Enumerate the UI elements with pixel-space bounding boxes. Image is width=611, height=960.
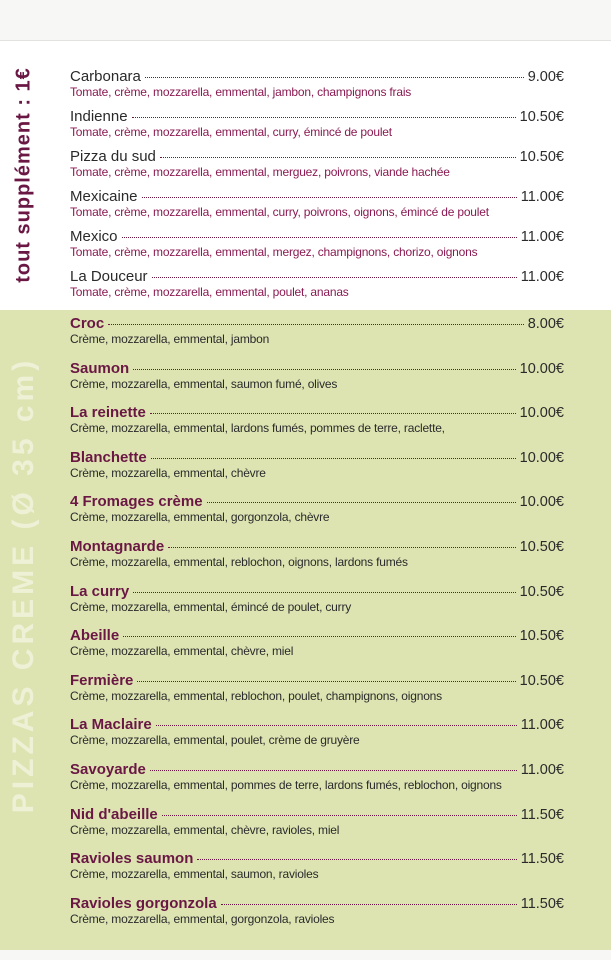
menu-item-header [70, 148, 564, 165]
menu-item-name: Carbonara [70, 68, 141, 85]
menu-item-description: Crème, mozzarella, emmental, lardons fumés, pommes de terre, raclette, [70, 421, 445, 436]
menu-item-price: 10.00€ [519, 360, 564, 377]
menu-item [70, 108, 564, 148]
menu-item-price: 10.50€ [519, 538, 564, 555]
menu-item-header [70, 360, 564, 377]
menu-item-header [70, 108, 564, 125]
menu-item-description: Crème, mozzarella, emmental, gorgonzola, ravioles [70, 911, 335, 926]
supplement-label-text: tout supplément : 1€ [12, 67, 35, 283]
menu-item-description: Crème, mozzarella, emmental, chèvre, ravioles, miel [70, 822, 340, 837]
menu-item [70, 449, 564, 494]
supplement-side-label [0, 40, 48, 310]
menu-item-name: La Maclaire [70, 716, 152, 734]
dotted-leader [137, 680, 515, 682]
menu-item-name: Croc [70, 315, 105, 332]
menu-item [70, 716, 564, 761]
menu-item-header [70, 449, 564, 466]
menu-item-price: 11.00€ [520, 761, 564, 778]
menu-item-name: La Douceur [70, 268, 148, 285]
menu-item-price: 8.00€ [527, 316, 564, 332]
menu-item-name: Savoyarde [70, 760, 146, 778]
menu-item [70, 538, 564, 583]
menu-item [70, 228, 564, 268]
menu-item-header [70, 315, 564, 332]
cream-pizzas-list [70, 315, 564, 939]
menu-item-name: Saumon [70, 359, 130, 377]
menu-item [70, 672, 564, 717]
menu-item-header [70, 627, 564, 644]
dotted-leader [152, 276, 517, 278]
menu-item [70, 806, 564, 851]
cream-pizzas-label-text: PIZZAS CREME (Ø 35 cm) [7, 356, 40, 814]
menu-item-description: Tomate, crème, mozzarella, emmental, curry, émincé de poulet [70, 125, 392, 139]
dotted-leader [150, 412, 516, 414]
menu-item-header [70, 68, 564, 85]
menu-item-header [70, 672, 564, 689]
menu-item-name: Fermière [70, 671, 134, 689]
menu-item [70, 493, 564, 538]
dotted-leader [142, 196, 517, 198]
menu-item-price: 9.00€ [527, 69, 564, 85]
dotted-leader [151, 457, 516, 459]
dotted-leader [150, 769, 517, 771]
menu-item-name: Nid d'abeille [70, 805, 158, 823]
menu-item-name: Blanchette [70, 448, 147, 466]
menu-item-description: Crème, mozzarella, emmental, chèvre [70, 465, 266, 480]
dotted-leader [133, 368, 515, 370]
menu-item [70, 315, 564, 360]
menu-item-header [70, 538, 564, 555]
menu-item-description: Tomate, crème, mozzarella, emmental, mergez, champignons, chorizo, oignons [70, 245, 478, 259]
menu-item-name: Ravioles gorgonzola [70, 894, 217, 912]
menu-item-description: Tomate, crème, mozzarella, emmental, jambon, champignons frais [70, 85, 412, 99]
dotted-leader [207, 501, 516, 503]
dotted-leader [133, 591, 515, 593]
dotted-leader [162, 814, 517, 816]
menu-item-price: 11.50€ [520, 851, 564, 868]
menu-item [70, 188, 564, 228]
menu-item-price: 10.50€ [519, 628, 564, 645]
menu-item-description: Tomate, crème, mozzarella, emmental, merguez, poivrons, viande hachée [70, 165, 450, 179]
menu-item-price: 11.50€ [520, 806, 564, 823]
dotted-leader [123, 635, 515, 637]
dotted-leader [221, 903, 517, 905]
menu-item [70, 404, 564, 449]
menu-item-price: 10.50€ [519, 672, 564, 689]
menu-item [70, 68, 564, 108]
menu-item-name: Mexicaine [70, 188, 138, 205]
menu-item-header [70, 761, 564, 778]
menu-item-name: 4 Fromages crème [70, 493, 203, 511]
dotted-leader [108, 323, 524, 325]
menu-item-description: Crème, mozzarella, emmental, chèvre, miel [70, 644, 294, 659]
menu-item-header [70, 716, 564, 733]
menu-item-name: Abeille [70, 627, 120, 645]
menu-item [70, 761, 564, 806]
dotted-leader [156, 724, 517, 726]
menu-item-name: La reinette [70, 404, 146, 422]
menu-item-price: 10.00€ [519, 449, 564, 466]
menu-item-price: 10.50€ [519, 149, 564, 165]
menu-item-description: Crème, mozzarella, emmental, émincé de poulet, curry [70, 599, 352, 614]
menu-item-description: Crème, mozzarella, emmental, gorgonzola, chèvre [70, 510, 330, 525]
top-menu-list [70, 68, 564, 308]
menu-item [70, 627, 564, 672]
menu-item-header [70, 268, 564, 285]
menu-item-description: Tomate, crème, mozzarella, emmental, poulet, ananas [70, 285, 349, 299]
menu-item-description: Crème, mozzarella, emmental, jambon [70, 332, 270, 346]
menu-item-header [70, 895, 564, 912]
menu-item-price: 10.00€ [519, 494, 564, 511]
menu-item [70, 148, 564, 188]
menu-item [70, 268, 564, 308]
menu-item-header [70, 493, 564, 510]
menu-item-description: Tomate, crème, mozzarella, emmental, curry, poivrons, oignons, émincé de poulet [70, 205, 489, 219]
menu-item-name: Indienne [70, 108, 128, 125]
dotted-leader [122, 236, 517, 238]
menu-item-price: 10.00€ [519, 405, 564, 422]
dotted-leader [160, 156, 516, 158]
menu-item-name: La curry [70, 582, 130, 600]
menu-item-header [70, 188, 564, 205]
cream-pizzas-side-label [0, 310, 48, 950]
menu-item-header [70, 228, 564, 245]
dotted-leader [145, 76, 524, 78]
menu-item [70, 850, 564, 895]
menu-item-name: Pizza du sud [70, 148, 156, 165]
menu-item [70, 360, 564, 405]
menu-item-header [70, 806, 564, 823]
menu-item-price: 11.00€ [520, 717, 564, 734]
menu-item-price: 11.50€ [520, 895, 564, 912]
menu-item-description: Crème, mozzarella, emmental, reblochon, poulet, champignons, oignons [70, 688, 442, 703]
menu-item-price: 11.00€ [520, 269, 564, 285]
menu-item [70, 895, 564, 940]
menu-item-header [70, 850, 564, 867]
dotted-leader [168, 546, 515, 548]
menu-item-price: 11.00€ [520, 189, 564, 205]
dotted-leader [132, 116, 516, 118]
menu-item-description: Crème, mozzarella, emmental, saumon, ravioles [70, 867, 319, 882]
menu-item-name: Mexico [70, 228, 118, 245]
menu-item-name: Ravioles saumon [70, 850, 194, 868]
menu-item-price: 10.50€ [519, 583, 564, 600]
menu-item-header [70, 404, 564, 421]
dotted-leader [197, 858, 516, 860]
menu-item-description: Crème, mozzarella, emmental, poulet, crème de gruyère [70, 733, 360, 748]
menu-item [70, 583, 564, 628]
menu-item-price: 11.00€ [520, 229, 564, 245]
menu-item-description: Crème, mozzarella, emmental, saumon fumé, olives [70, 376, 338, 391]
menu-item-description: Crème, mozzarella, emmental, reblochon, oignons, lardons fumés [70, 554, 408, 569]
menu-item-name: Montagnarde [70, 537, 165, 555]
menu-item-description: Crème, mozzarella, emmental, pommes de terre, lardons fumés, reblochon, oignons [70, 777, 502, 792]
menu-item-header [70, 583, 564, 600]
menu-item-price: 10.50€ [519, 109, 564, 125]
